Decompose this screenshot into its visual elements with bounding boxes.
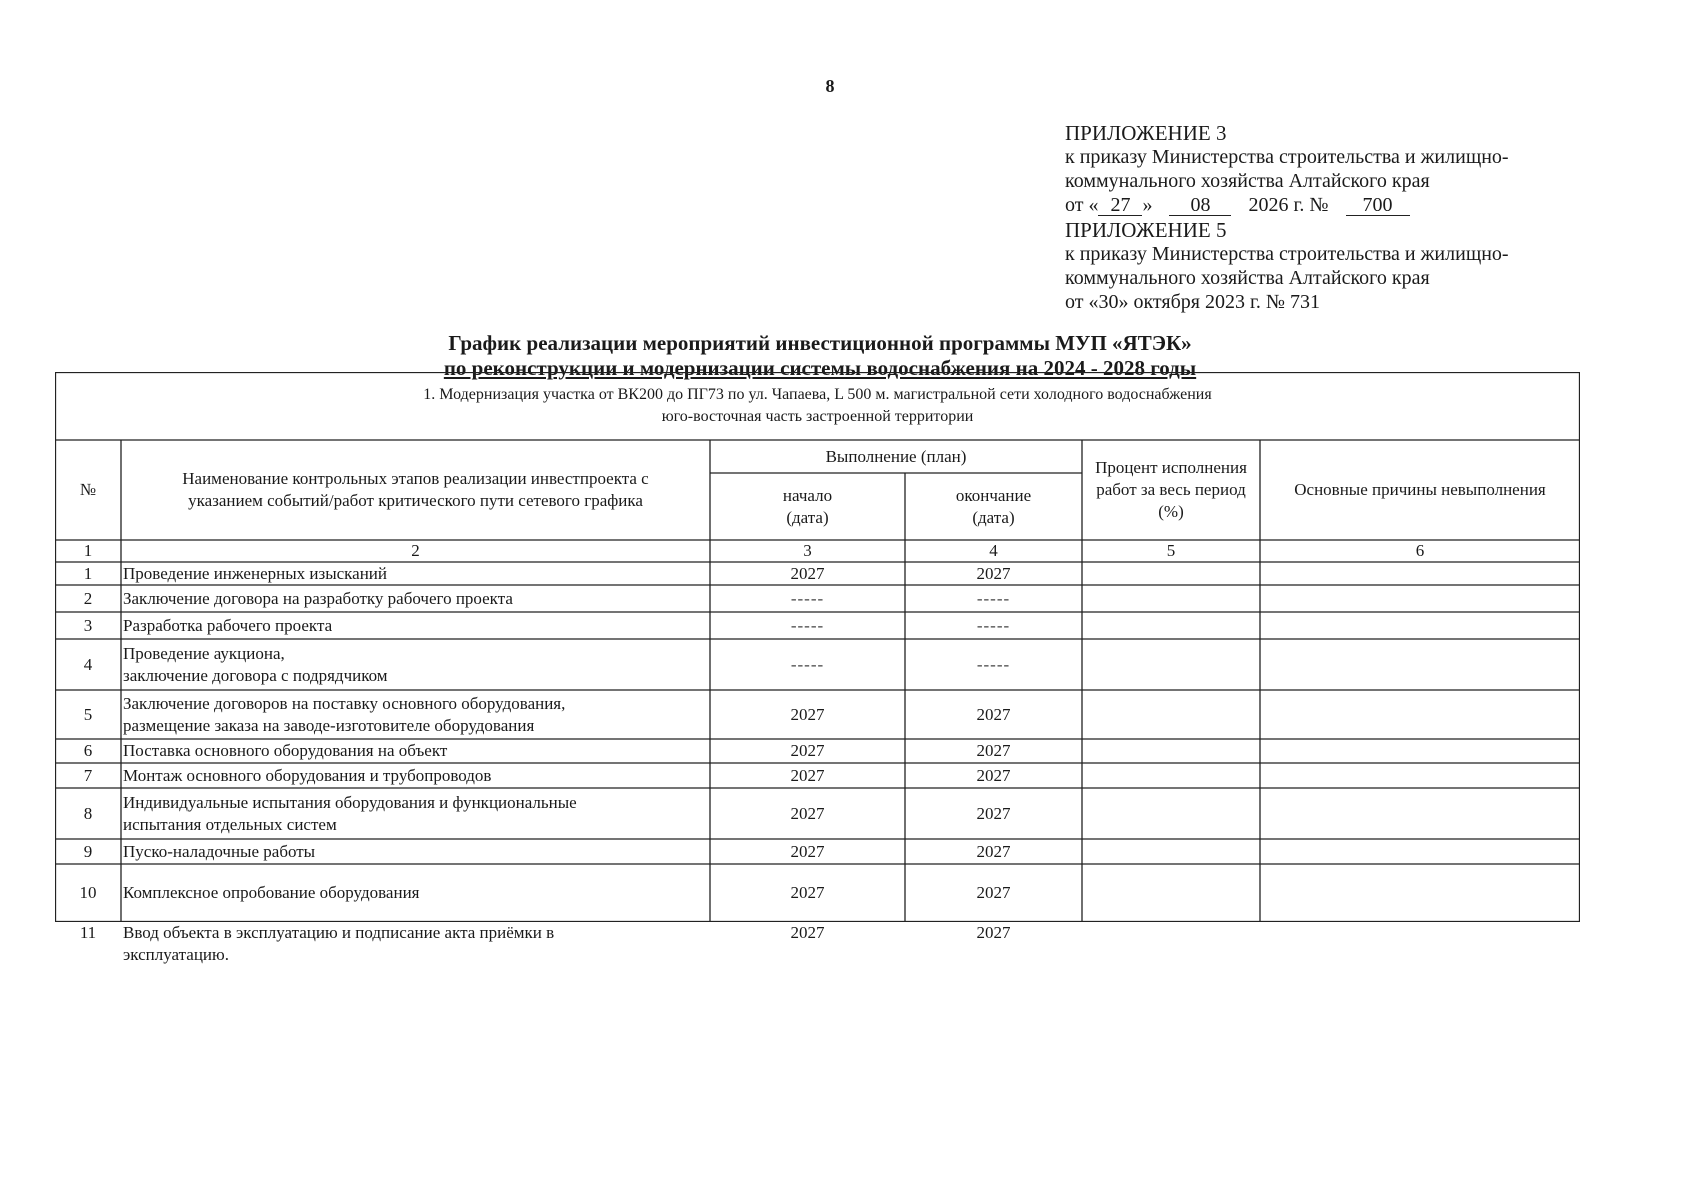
row-2-start: ----- [790,588,825,608]
row-11-end: 2027 [976,923,1011,942]
row-11-num: 11 [79,923,97,942]
row-4-name: Проведение аукциона, заключение договора с подрядчиком [123,643,388,685]
row-5-name: Заключение договоров на поставку основного оборудования, размещение заказа на заводе-изготовителе оборудования [123,693,566,735]
header-plan: Выполнение (план) [825,446,967,466]
row-4-start: ----- [790,654,825,674]
row-10-end: 2027 [976,883,1011,902]
project-title [55,372,1580,440]
appendix-5-block [1065,218,1685,314]
order-number: 700 [1346,195,1410,216]
row-9-name: Пуско-наладочные работы [123,841,316,861]
schedule-table [55,372,1580,964]
column-number-2: 2 [411,541,420,560]
appendix-5-line1: к приказу Министерства строительства и жилищно- [1065,243,1509,265]
row-7-num: 7 [83,765,93,785]
appendix-3-line1: к приказу Министерства строительства и жилищно- [1065,146,1509,168]
row-6-num: 6 [83,741,93,760]
appendix-5-line2: коммунального хозяйства Алтайского края [1065,267,1430,289]
row-9-end: 2027 [976,841,1011,861]
row-3-num: 3 [83,615,93,635]
project-title-line2: юго-восточная часть застроенной территории [661,408,974,425]
header-reasons: Основные причины невыполнения [1294,480,1546,499]
header-percent: Процент исполнения работ за весь период (%) [1095,458,1247,521]
date-month: 08 [1169,195,1231,216]
date-prefix: от « [1065,194,1099,216]
row-11-name: Ввод объекта в эксплуатацию и подписание акта приёмки в эксплуатацию. [123,923,555,964]
project-title-line1: 1. Модернизация участка от ВК200 до ПГ73 по ул. Чапаева, L 500 м. магистральной сети холодного водоснабжения [423,386,1212,403]
row-2-end: ----- [976,588,1011,608]
row-5-start: 2027 [790,704,825,724]
appendix-3-date-line [1065,193,1685,217]
row-6-start: 2027 [790,741,825,760]
appendix-3-line2: коммунального хозяйства Алтайского края [1065,170,1430,192]
row-8-num: 8 [83,803,93,823]
row-1-start: 2027 [790,563,825,583]
row-8-start: 2027 [790,803,825,823]
row-6-end: 2027 [976,741,1011,760]
column-number-6: 6 [1415,541,1425,560]
date-day: 27 [1098,195,1142,216]
row-2-name: Заключение договора на разработку рабочего проекта [123,588,513,608]
row-3-start: ----- [790,615,825,635]
row-3-name: Разработка рабочего проекта [123,615,333,635]
header-end-date: окончание (дата) [955,485,1032,527]
row-7-start: 2027 [790,765,825,785]
row-1-num: 1 [83,563,93,583]
row-11-start: 2027 [790,923,825,942]
row-8-name: Индивидуальные испытания оборудования и функциональные испытания отдельных систем [123,792,577,834]
row-3-end: ----- [976,615,1011,635]
column-number-5: 5 [1166,541,1176,560]
header-stage-name: Наименование контрольных этапов реализации инвестпроекта с указанием событий/работ критического пути сетевого графика [182,469,649,510]
appendix-5-date-line: от «30» октября 2023 г. № 731 [1065,291,1321,313]
row-5-num: 5 [83,704,93,724]
row-5-end: 2027 [976,704,1011,724]
date-year: 2026 г. № [1248,194,1329,216]
row-9-num: 9 [83,841,93,861]
column-number-3: 3 [803,541,812,560]
date-mid: » [1142,194,1153,216]
title-line-1: График реализации мероприятий инвестиционной программы МУП «ЯТЭК» [448,331,1192,355]
header-start-date: начало (дата) [782,485,833,527]
title-line-2: по реконструкции и модернизации системы водоснабжения на 2024 - 2028 годы [443,356,1197,380]
row-4-num: 4 [83,654,93,674]
row-4-end: ----- [976,654,1011,674]
row-10-num: 10 [79,883,97,902]
row-6-name: Поставка основного оборудования на объект [123,741,448,760]
row-8-end: 2027 [976,803,1011,823]
row-9-start: 2027 [790,841,825,861]
row-7-end: 2027 [976,765,1011,785]
row-10-start: 2027 [790,883,825,902]
appendix-3-heading: ПРИЛОЖЕНИЕ 3 [1065,121,1227,145]
row-1-end: 2027 [976,563,1011,583]
header-num: № [79,480,97,499]
column-number-1: 1 [83,541,93,560]
appendix-5-heading: ПРИЛОЖЕНИЕ 5 [1065,218,1227,242]
page-number: 8 [825,76,835,96]
row-10-name: Комплексное опробование оборудования [123,883,420,902]
column-number-4: 4 [989,541,998,560]
row-1-name: Проведение инженерных изысканий [123,563,388,583]
row-2-num: 2 [83,588,93,608]
appendix-3-block [1065,121,1685,217]
row-7-name: Монтаж основного оборудования и трубопроводов [123,765,492,785]
